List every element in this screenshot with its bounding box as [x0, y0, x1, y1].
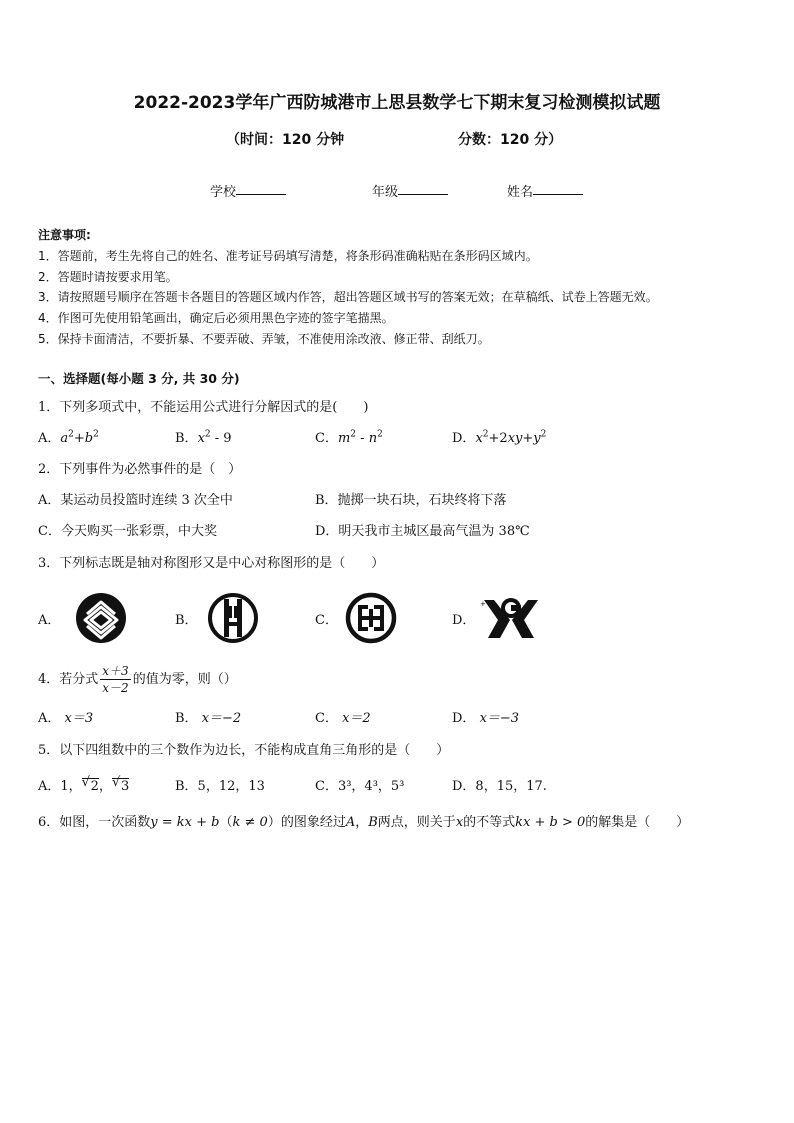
q1-option-a[interactable]: A．$a^2+b^2$ [38, 429, 99, 446]
q3-option-a[interactable]: A． [38, 613, 61, 628]
section-title: 一、选择题(每小题 3 分, 共 30 分) [38, 371, 240, 386]
notes-block [38, 226, 658, 351]
q4-option-a[interactable]: A． x＝3 [38, 711, 94, 726]
note-item: 4．作图可先使用铅笔画出，确定后必须用黑色字迹的签字笔描黑。 [38, 311, 394, 326]
page-title: 2022-2023学年广西防城港市上思县数学七下期末复习检测模拟试题 [133, 93, 661, 113]
question-6: 6．如图，一次函数y = kx + b（k ≠ 0）的图象经过A，B两点，则关于x的不等式kx + b > 0的解集是（ ） [38, 815, 690, 830]
note-item: 2．答题时请按要求用笔。 [38, 269, 178, 284]
question-1: 1．下列多项式中，不能运用公式进行分解因式的是( ) [38, 400, 369, 415]
q2-option-b[interactable]: B．抛掷一块石块，石块终将下落 [315, 493, 507, 508]
bank-logo-icon[interactable] [207, 592, 259, 644]
icbc-logo-icon[interactable] [345, 592, 397, 644]
q3-option-b[interactable]: B． [175, 613, 198, 628]
name-field[interactable]: 姓名 [507, 181, 533, 200]
school-field[interactable]: 学校 [210, 181, 236, 200]
exam-score: 分数：120 分） [458, 132, 563, 148]
grade-field[interactable]: 年级 [372, 181, 398, 200]
notes-heading: 注意事项: [38, 228, 91, 242]
note-item: 1．答题前，考生先将自己的姓名、准考证号码填写清楚，将条形码准确粘贴在条形码区域内。 [38, 248, 538, 263]
q4-option-b[interactable]: B． x＝−2 [175, 711, 242, 726]
q1-option-b[interactable]: B．$x^2 - 9$ [175, 429, 232, 446]
svg-text:+: + [480, 600, 486, 608]
q5-option-d[interactable]: D．8，15，17. [452, 779, 547, 794]
q3-option-c[interactable]: C． [315, 613, 338, 628]
q1-option-d[interactable]: D．$x^2+2xy+y^2$ [452, 429, 547, 446]
q2-option-d[interactable]: D．明天我市主城区最高气温为 38℃ [315, 524, 530, 539]
q2-option-a[interactable]: A．某运动员投篮时连续 3 次全中 [38, 493, 233, 508]
q2-option-c[interactable]: C．今天购买一张彩票，中大奖 [38, 524, 217, 539]
china-mobile-logo-icon[interactable] [75, 592, 127, 644]
question-5: 5．以下四组数中的三个数作为边长，不能构成直角三角形的是（ ） [38, 743, 450, 758]
q3-option-d[interactable]: D． [452, 613, 476, 628]
note-item: 5．保持卡面清洁，不要折暴、不要弄破、弄皱，不准使用涂改液、修正带、刮纸刀。 [38, 331, 490, 346]
q4-fraction: $\frac{x+3}{x-2}$ [102, 664, 129, 695]
question-2: 2．下列事件为必然事件的是（ ） [38, 462, 242, 477]
question-4: 4．若分式 $\frac{x+3}{x-2}$ 的值为零，则（） [38, 664, 237, 695]
note-item: 3．请按照题号顺序在答题卡各题目的答题区域内作答，超出答题区域书写的答案无效；在草稿纸、试卷上答题无效。 [38, 290, 658, 305]
q5-option-a[interactable]: A．1， √ 2， √ 3 [38, 775, 130, 794]
q4-option-d[interactable]: D． x＝−3 [452, 711, 520, 726]
exam-time: （时间：120 分钟 [226, 132, 345, 148]
q5-option-c[interactable]: C．3³，4³，5³ [315, 779, 405, 794]
q5-option-b[interactable]: B．5，12，13 [175, 779, 265, 794]
question-3: 3．下列标志既是轴对称图形又是中心对称图形的是（ ） [38, 556, 385, 571]
q1-option-c[interactable]: C．$m^2 - n^2$ [315, 429, 383, 446]
sqrt-2: √ 2 [81, 775, 99, 794]
credit-union-logo-icon[interactable] [480, 592, 542, 642]
q4-option-c[interactable]: C． x＝2 [315, 711, 371, 726]
sqrt-3: √ 3 [111, 775, 130, 794]
